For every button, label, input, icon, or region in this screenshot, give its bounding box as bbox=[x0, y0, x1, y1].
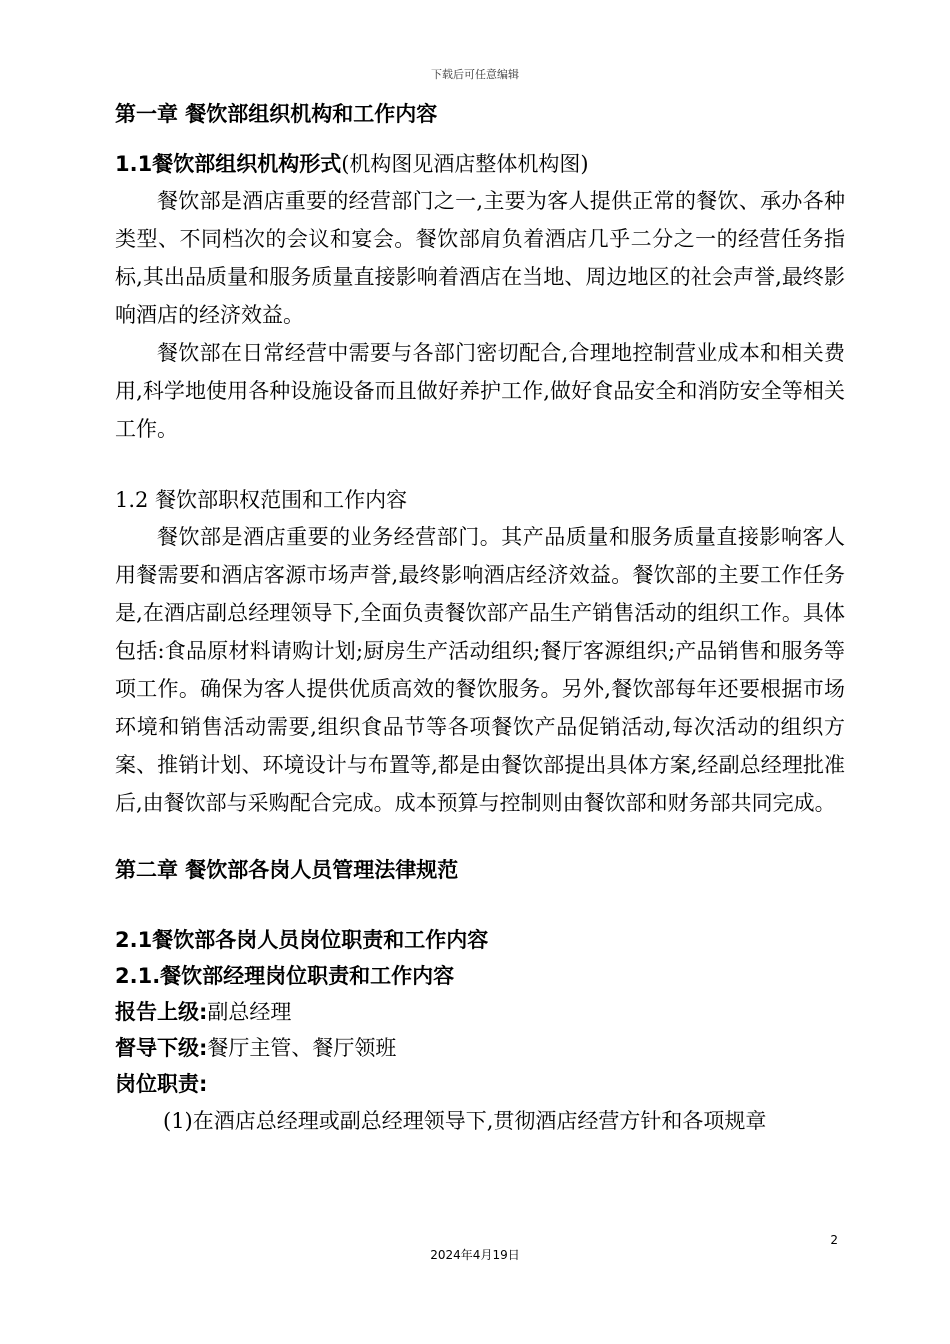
paragraph-1-1-a: 餐饮部是酒店重要的经营部门之一,主要为客人提供正常的餐饮、承办各种类型、不同档次的会议和宴会。餐饮部肩负着酒店几乎二分之一的经营任务指标,其出品质量和服务质量直接影响着酒店在当地、周边地区的社会声誉,最终影响酒店的经济效益。 bbox=[115, 189, 845, 327]
paragraph-1-1-b: 餐饮部在日常经营中需要与各部门密切配合,合理地控制营业成本和相关费用,科学地使用各种设施设备而且做好养护工作,做好食品安全和消防安全等相关工作。 bbox=[115, 341, 845, 441]
section-2-1-1-heading: 2.1.餐饮部经理岗位职责和工作内容 bbox=[115, 964, 455, 988]
supervises-label: 督导下级: bbox=[115, 1036, 208, 1060]
supervises-value: 餐厅主管、餐厅领班 bbox=[207, 1036, 397, 1060]
chapter-2-title: 第二章 餐饮部各岗人员管理法律规范 bbox=[115, 858, 459, 882]
duty-item-1: (1)在酒店总经理或副总经理领导下,贯彻酒店经营方针和各项规章 bbox=[163, 1109, 767, 1133]
duties-label: 岗位职责: bbox=[115, 1072, 208, 1096]
section-2-1-heading: 2.1餐饮部各岗人员岗位职责和工作内容 bbox=[115, 928, 489, 952]
report-to-value: 副总经理 bbox=[207, 1000, 292, 1024]
page-header: 下载后可任意编辑 bbox=[431, 68, 519, 81]
section-1-1-heading-bold: 1.1餐饮部组织机构形式 bbox=[115, 152, 342, 176]
duties-line bbox=[115, 1066, 845, 1102]
footer-date: 2024年4月19日 bbox=[430, 1248, 520, 1262]
document-body bbox=[115, 96, 845, 1140]
supervises-line bbox=[115, 1030, 845, 1066]
section-1-2-heading: 1.2 餐饮部职权范围和工作内容 bbox=[115, 488, 408, 512]
report-to-label: 报告上级: bbox=[115, 1000, 208, 1024]
page-number: 2 bbox=[830, 1233, 838, 1247]
chapter-1-title: 第一章 餐饮部组织机构和工作内容 bbox=[115, 102, 438, 126]
section-1-1-heading-note: (机构图见酒店整体机构图) bbox=[341, 152, 589, 176]
paragraph-1-2: 餐饮部是酒店重要的业务经营部门。其产品质量和服务质量直接影响客人用餐需要和酒店客源市场声誉,最终影响酒店经济效益。餐饮部的主要工作任务是,在酒店副总经理领导下,全面负责餐饮部产品生产销售活动的组织工作。具体包括:食品原材料请购计划;厨房生产活动组织;餐厅客源组织;产品销售和服务等项工作。确保为客人提供优质高效的餐饮服务。另外,餐饮部每年还要根据市场环境和销售活动需要,组织食品节等各项餐饮产品促销活动,每次活动的组织方案、推销计划、环境设计与布置等,都是由餐饮部提出具体方案,经副总经理批准后,由餐饮部与采购配合完成。成本预算与控制则由餐饮部和财务部共同完成。 bbox=[115, 525, 845, 815]
report-to-line bbox=[115, 994, 845, 1030]
section-1-1-heading bbox=[115, 146, 845, 182]
